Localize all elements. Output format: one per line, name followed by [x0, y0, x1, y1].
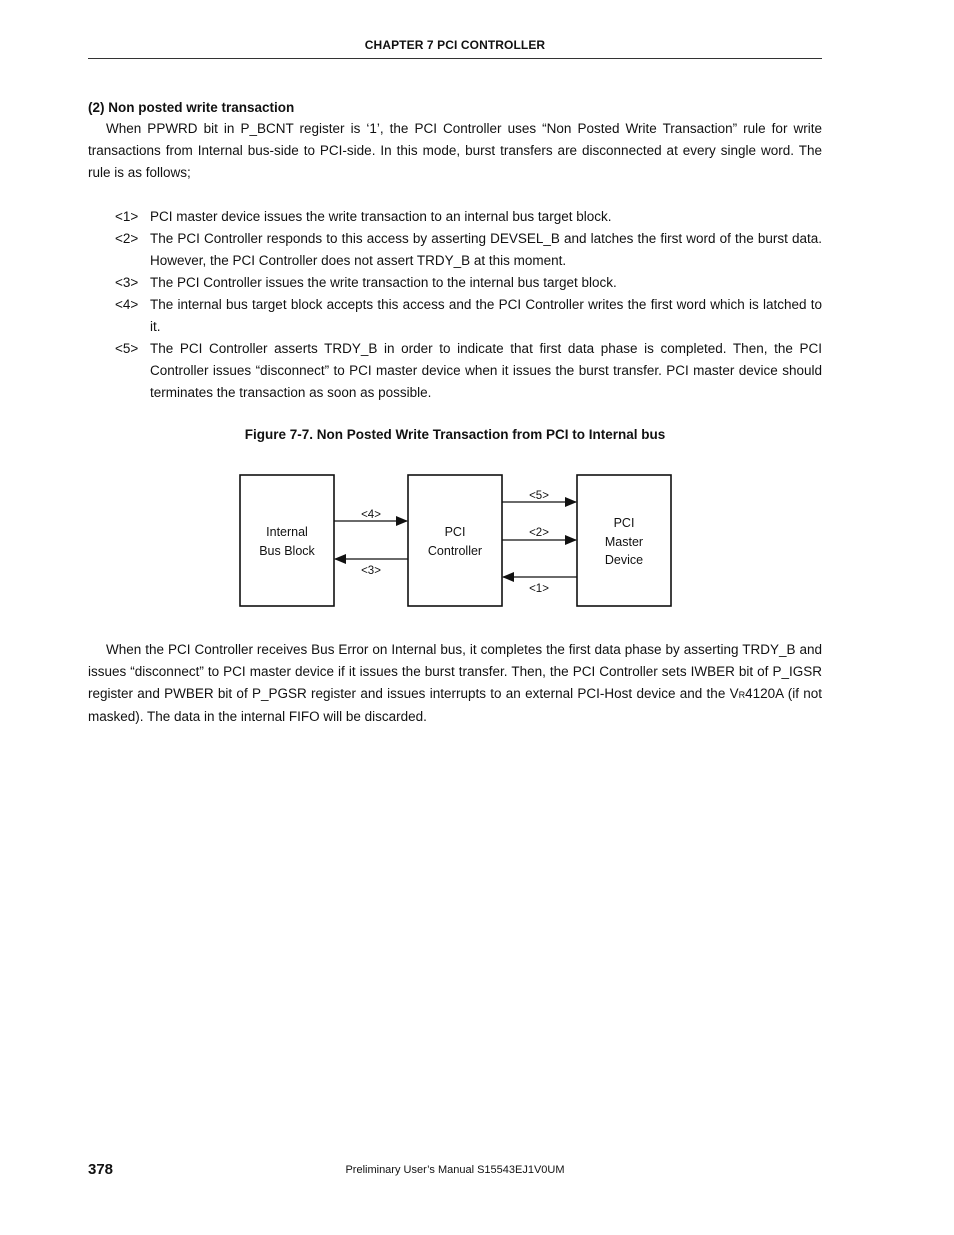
closing-paragraph: [88, 639, 822, 728]
arrow-4-label: <4>: [361, 509, 381, 521]
controller-box-label-line1: PCI: [444, 525, 466, 539]
step-text: PCI master device issues the write transaction to an internal bus target block.: [150, 209, 612, 224]
intro-paragraph: When PPWRD bit in P_BCNT register is ‘1’, the PCI Controller uses “Non Posted Write Transaction” rule for write transactions from Internal bus-side to PCI-side. In this mode, burst transfers are disconnected at every single word. The rule is as follows;: [88, 121, 822, 180]
master-box-label-line3: Device: [604, 553, 644, 567]
closing-text-part1: When the PCI Controller receives Bus Error on Internal bus, it completes the first data phase by asserting TRDY_B and issues “disconnect” to PCI master device if it issues the burst transfer. Then, the PCI Controller sets IWBER bit of P_IGSR register and PWBER bit of P_PGSR register and issues interrupts to an external PCI-Host device and the V: [88, 642, 822, 701]
closing-text-part2: 4120A (if not masked). The data in the internal FIFO will be discarded.: [88, 686, 822, 724]
rule-steps-list: [115, 206, 822, 404]
master-box-label-line2: Master: [604, 535, 644, 549]
page-number: 378: [88, 1161, 114, 1178]
pci-master-device-box: [577, 475, 671, 606]
internal-bus-block-box: [240, 475, 334, 606]
list-item: [115, 228, 822, 272]
chapter-title: CHAPTER 7 PCI CONTROLLER: [364, 38, 546, 52]
arrow-5-label: <5>: [529, 490, 549, 502]
list-item: [115, 338, 822, 404]
arrow-1-label: <1>: [529, 583, 549, 595]
step-number: <4>: [115, 297, 139, 312]
step-number: <2>: [115, 231, 139, 246]
arrow-3-label: <3>: [361, 565, 381, 577]
controller-box-label-line2: Controller: [427, 544, 483, 558]
list-item: [115, 294, 822, 338]
header-divider: [88, 58, 822, 59]
step-number: <3>: [115, 275, 139, 290]
vr-subscript: R: [738, 690, 746, 700]
master-box-label-line1: PCI: [613, 516, 635, 530]
list-item: [115, 206, 822, 228]
pci-controller-box: [408, 475, 502, 606]
step-text: The PCI Controller asserts TRDY_B in order to indicate that first data phase is completed. Then, the PCI Controller issues “disconnect” to PCI master device when it issues the burst transfer. PCI master device should terminates the transaction as soon as possible.: [150, 341, 822, 400]
internal-box-label-line2: Bus Block: [259, 544, 315, 558]
step-number: <1>: [115, 209, 139, 224]
figure-caption: Figure 7-7. Non Posted Write Transaction from PCI to Internal bus: [244, 427, 666, 442]
list-item: [115, 272, 822, 294]
section-heading: (2) Non posted write transaction: [88, 100, 295, 115]
step-text: The PCI Controller responds to this access by asserting DEVSEL_B and latches the first word of the burst data. However, the PCI Controller does not assert TRDY_B at this moment.: [150, 231, 822, 268]
step-text: The internal bus target block accepts this access and the PCI Controller writes the first word which is latched to it.: [150, 297, 822, 334]
internal-box-label-line1: Internal: [266, 525, 308, 539]
step-text: The PCI Controller issues the write transaction to the internal bus target block.: [150, 275, 617, 290]
arrow-2-label: <2>: [529, 527, 549, 539]
step-number: <5>: [115, 341, 139, 356]
manual-reference: Preliminary User’s Manual S15543EJ1V0UM: [345, 1164, 565, 1176]
